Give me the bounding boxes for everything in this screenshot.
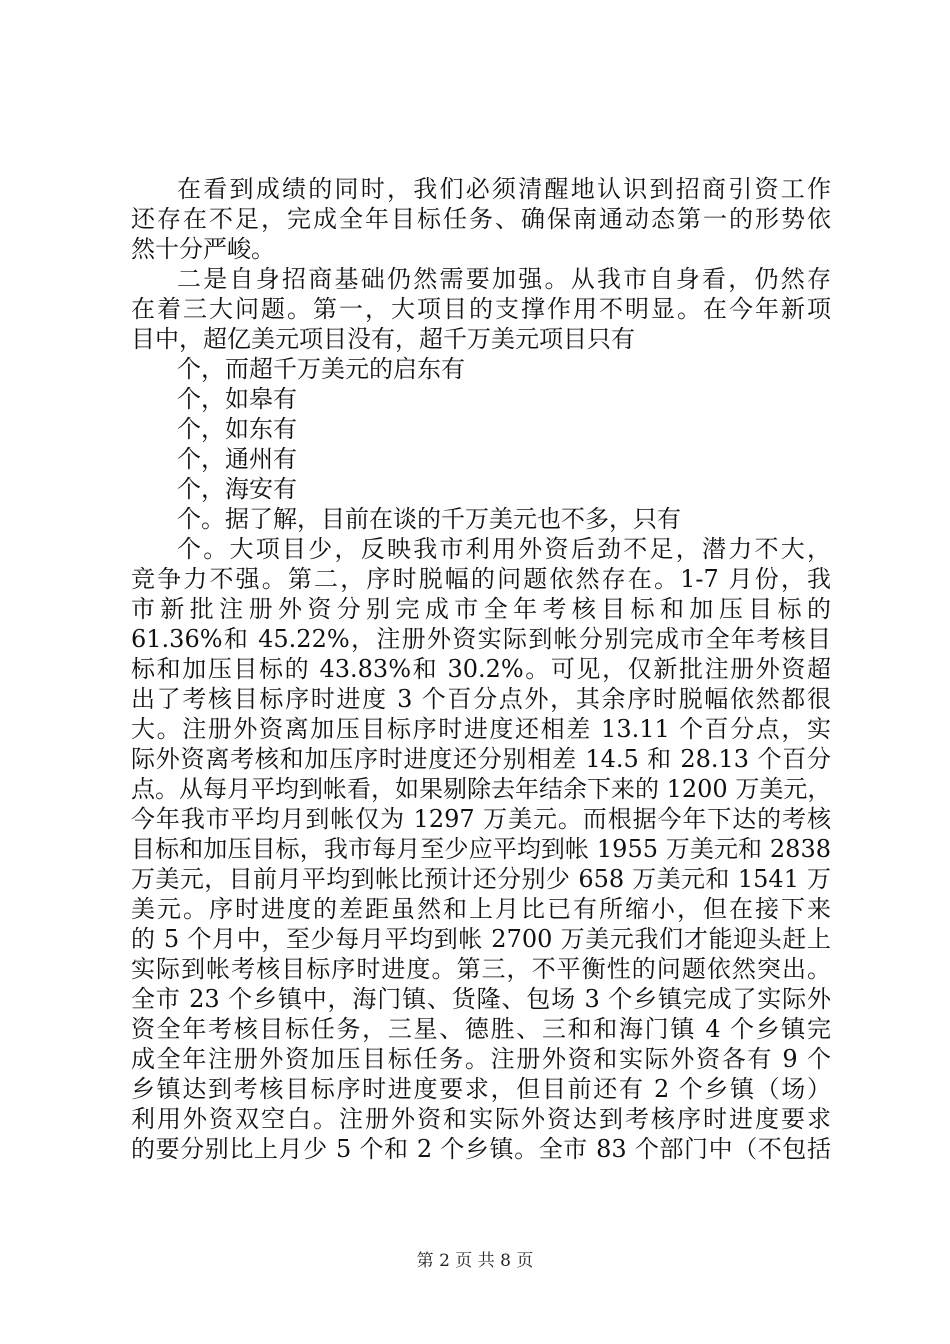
- text-line: 实际到帐考核目标序时进度。第三，不平衡性的问题依然突出。: [131, 955, 831, 983]
- text-line: 在着三大问题。第一，大项目的支撑作用不明显。在今年新项: [131, 295, 831, 323]
- page-footer: 第 2 页 共 8 页: [416, 1251, 534, 1271]
- text-line: 个，如东有: [177, 415, 297, 443]
- text-line: 乡镇达到考核目标序时进度要求，但目前还有 2 个乡镇（场）: [131, 1075, 831, 1103]
- text-line: 际外资离考核和加压序时进度还分别相差 14.5 和 28.13 个百分: [131, 745, 831, 773]
- text-line: 利用外资双空白。注册外资和实际外资达到考核序时进度要求: [131, 1105, 831, 1133]
- text-line: 标和加压目标的 43.83%和 30.2%。可见，仅新批注册外资超: [131, 655, 831, 683]
- text-line: 61.36%和 45.22%，注册外资实际到帐分别完成市全年考核目: [131, 625, 831, 653]
- text-line: 二是自身招商基础仍然需要加强。从我市自身看，仍然存: [177, 265, 831, 293]
- text-line: 成全年注册外资加压目标任务。注册外资和实际外资各有 9 个: [131, 1045, 831, 1073]
- text-line: 出了考核目标序时进度 3 个百分点外，其余序时脱幅依然都很: [131, 685, 831, 713]
- text-line: 竞争力不强。第二，序时脱幅的问题依然存在。1-7 月份，我: [131, 565, 831, 593]
- text-line: 全市 23 个乡镇中，海门镇、货隆、包场 3 个乡镇完成了实际外: [131, 985, 831, 1013]
- text-line: 还存在不足，完成全年目标任务、确保南通动态第一的形势依: [131, 205, 831, 233]
- text-line: 目标和加压目标，我市每月至少应平均到帐 1955 万美元和 2838: [131, 835, 831, 863]
- text-line: 个，通州有: [177, 445, 297, 473]
- text-line: 目中，超亿美元项目没有，超千万美元项目只有: [131, 325, 635, 353]
- text-line: 美元。序时进度的差距虽然和上月比已有所缩小，但在接下来: [131, 895, 831, 923]
- text-line: 市新批注册外资分别完成市全年考核目标和加压目标的: [131, 595, 831, 623]
- text-line: 在看到成绩的同时，我们必须清醒地认识到招商引资工作: [177, 175, 831, 203]
- text-line: 的要分别比上月少 5 个和 2 个乡镇。全市 83 个部门中（不包括: [131, 1135, 831, 1163]
- text-line: 今年我市平均月到帐仅为 1297 万美元。而根据今年下达的考核: [131, 805, 831, 833]
- text-line: 万美元，目前月平均到帐比预计还分别少 658 万美元和 1541 万: [131, 865, 831, 893]
- text-line: 个，而超千万美元的启东有: [177, 355, 465, 383]
- text-line: 然十分严峻。: [131, 235, 275, 263]
- text-line: 个。据了解，目前在谈的千万美元也不多，只有: [177, 505, 681, 533]
- text-line: 点。从每月平均到帐看，如果剔除去年结余下来的 1200 万美元，: [131, 775, 832, 803]
- document-body: [131, 174, 831, 1164]
- text-line: 资全年考核目标任务，三星、德胜、三和和海门镇 4 个乡镇完: [131, 1015, 831, 1043]
- text-line: 的 5 个月中，至少每月平均到帐 2700 万美元我们才能迎头赶上: [131, 925, 831, 953]
- text-line: 个。大项目少，反映我市利用外资后劲不足，潜力不大，: [177, 535, 831, 563]
- text-line: 个，如皋有: [177, 385, 297, 413]
- text-line: 大。注册外资离加压目标序时进度还相差 13.11 个百分点，实: [131, 715, 831, 743]
- text-line: 个，海安有: [177, 475, 297, 503]
